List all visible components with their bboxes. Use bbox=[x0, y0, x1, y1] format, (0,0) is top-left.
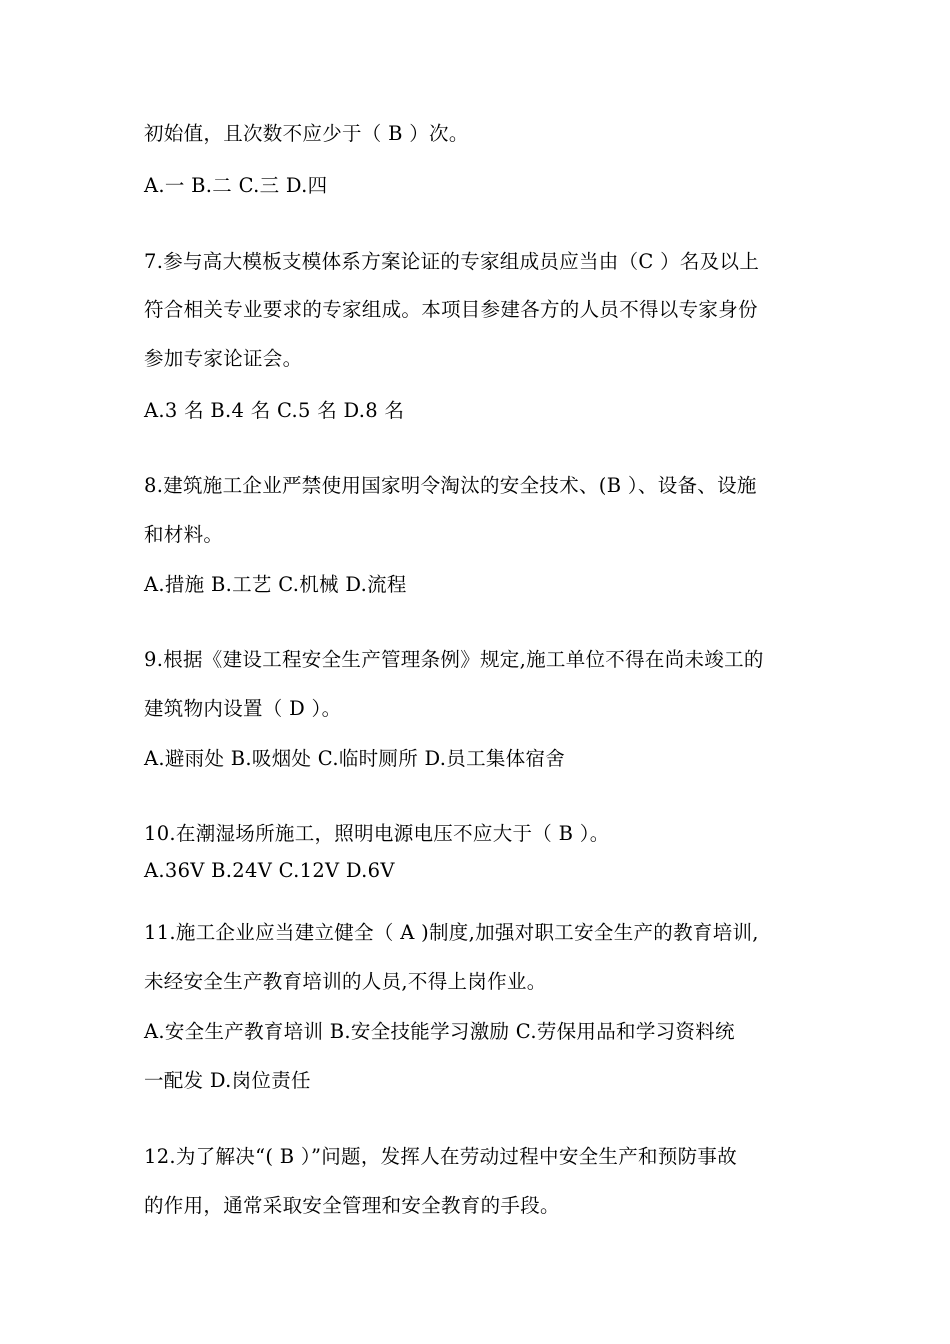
question-12-stem-line-1: 12.为了解决“( B ）”问题，发挥人在劳动过程中安全生产和预防事故 bbox=[144, 1145, 738, 1168]
question-10-options: A.36V B.24V C.12V D.6V bbox=[144, 859, 395, 882]
question-7-options: A.3 名 B.4 名 C.5 名 D.8 名 bbox=[144, 399, 405, 422]
question-10-stem: 10.在潮湿场所施工，照明电源电压不应大于（ B ）。 bbox=[144, 822, 610, 845]
question-8-stem-line-1: 8.建筑施工企业严禁使用国家明令淘汰的安全技术、(B ）、设备、设施 bbox=[144, 474, 757, 497]
question-9-stem-line-2: 建筑物内设置（ D ）。 bbox=[144, 697, 342, 720]
question-8-stem-line-2: 和材料。 bbox=[144, 523, 224, 546]
question-6-stem-continued: 初始值，且次数不应少于（ B ）次。 bbox=[144, 122, 469, 145]
question-9-stem-line-1: 9.根据《建设工程安全生产管理条例》规定,施工单位不得在尚未竣工的 bbox=[144, 648, 764, 671]
question-12-stem-line-2: 的作用，通常采取安全管理和安全教育的手段。 bbox=[144, 1194, 560, 1217]
question-7-stem-line-3: 参加专家论证会。 bbox=[144, 347, 303, 370]
question-9-options: A.避雨处 B.吸烟处 C.临时厕所 D.员工集体宿舍 bbox=[144, 747, 566, 770]
question-11-options-line-2: 一配发 D.岗位责任 bbox=[144, 1069, 311, 1092]
question-7-stem-line-1: 7.参与高大模板支模体系方案论证的专家组成员应当由（C ）名及以上 bbox=[144, 250, 760, 273]
question-11-stem-line-1: 11.施工企业应当建立健全（ A )制度,加强对职工安全生产的教育培训, bbox=[144, 921, 759, 944]
question-6-options: A.一 B.二 C.三 D.四 bbox=[144, 174, 328, 197]
question-11-options-line-1: A.安全生产教育培训 B.安全技能学习激励 C.劳保用品和学习资料统 bbox=[144, 1020, 735, 1043]
question-7-stem-line-2: 符合相关专业要求的专家组成。本项目参建各方的人员不得以专家身份 bbox=[144, 298, 758, 321]
question-8-options: A.措施 B.工艺 C.机械 D.流程 bbox=[144, 573, 407, 596]
question-11-stem-line-2: 未经安全生产教育培训的人员,不得上岗作业。 bbox=[144, 970, 547, 993]
